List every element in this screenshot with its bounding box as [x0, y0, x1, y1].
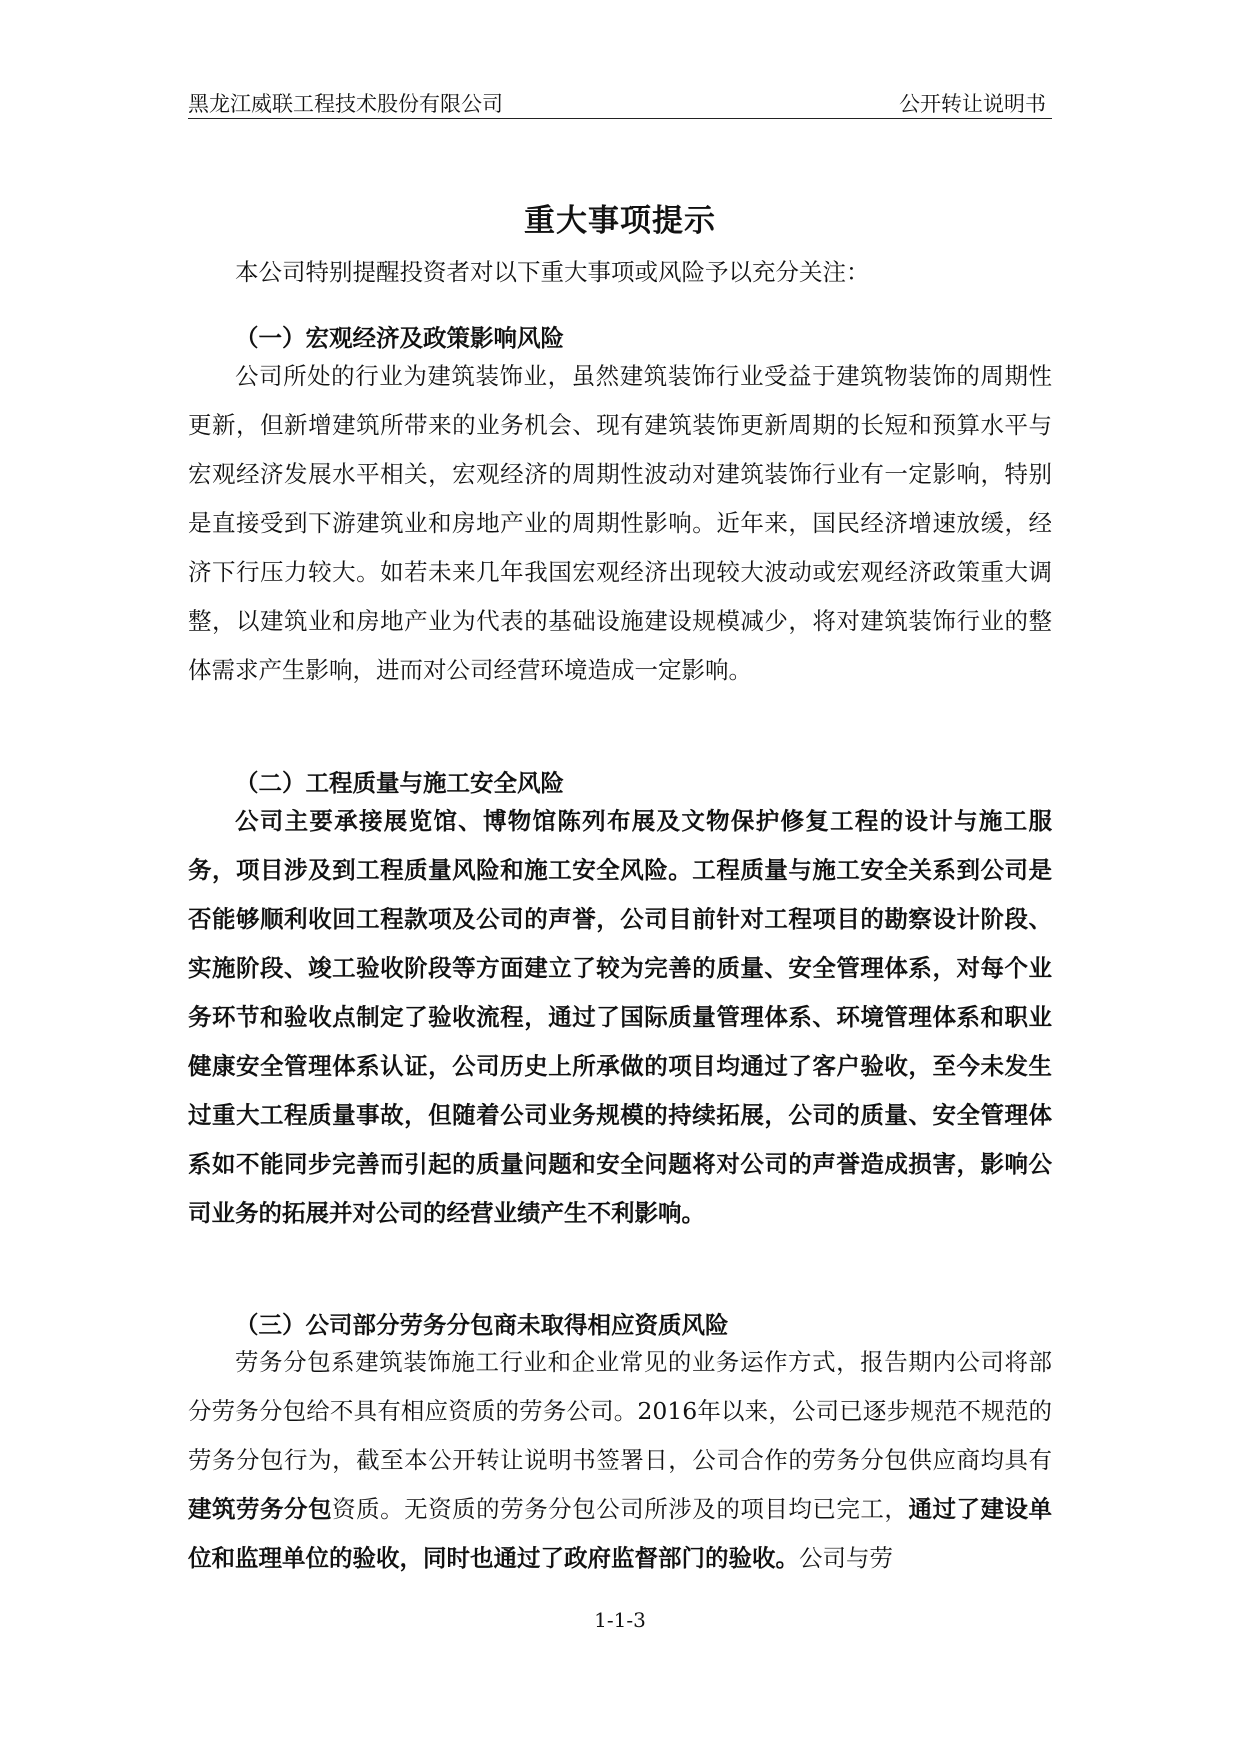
section-3-paragraph: [188, 1338, 1052, 1583]
section-3-text-part-1: 劳务分包系建筑装饰施工行业和企业常见的业务运作方式，报告期内公司将部分劳务分包给不具有相应资质的劳务公司。2016年以来，公司已逐步规范不规范的劳务分包行为，截至本公开转让说明书签署日，公司合作的劳务分包供应商均具有: [188, 1348, 1052, 1474]
section-3-heading: （三）公司部分劳务分包商未取得相应资质风险: [235, 1311, 729, 1339]
section-3-text-part-2: 资质。无资质的劳务分包公司所涉及的项目均已完工，: [332, 1495, 909, 1523]
intro-paragraph: 本公司特别提醒投资者对以下重大事项或风险予以充分关注：: [235, 258, 870, 286]
page-title: 重大事项提示: [524, 203, 716, 239]
section-1-heading: （一）宏观经济及政策影响风险: [235, 324, 564, 352]
page-number: 1-1-3: [594, 1608, 646, 1632]
section-1-paragraph: 公司所处的行业为建筑装饰业，虽然建筑装饰行业受益于建筑物装饰的周期性更新，但新增建筑所带来的业务机会、现有建筑装饰更新周期的长短和预算水平与宏观经济发展水平相关，宏观经济的周期性波动对建筑装饰行业有一定影响，特别是直接受到下游建筑业和房地产业的周期性影响。近年来，国民经济增速放缓，经济下行压力较大。如若未来几年我国宏观经济出现较大波动或宏观经济政策重大调整，以建筑业和房地产业为代表的基础设施建设规模减少，将对建筑装饰行业的整体需求产生影响，进而对公司经营环境造成一定影响。: [188, 362, 1052, 684]
section-3-text-part-3: 公司与劳: [799, 1544, 893, 1572]
section-2-heading: （二）工程质量与施工安全风险: [235, 769, 564, 797]
page-header: [188, 82, 1052, 119]
section-3-bold-qualification: 建筑劳务分包: [188, 1495, 333, 1523]
header-document-type: 公开转让说明书: [899, 92, 1046, 116]
section-2-paragraph: 公司主要承接展览馆、博物馆陈列布展及文物保护修复工程的设计与施工服务，项目涉及到工程质量风险和施工安全风险。工程质量与施工安全关系到公司是否能够顺利收回工程款项及公司的声誉，公司目前针对工程项目的勘察设计阶段、实施阶段、竣工验收阶段等方面建立了较为完善的质量、安全管理体系，对每个业务环节和验收点制定了验收流程，通过了国际质量管理体系、环境管理体系和职业健康安全管理体系认证，公司历史上所承做的项目均通过了客户验收，至今未发生过重大工程质量事故，但随着公司业务规模的持续拓展，公司的质量、安全管理体系如不能同步完善而引起的质量问题和安全问题将对公司的声誉造成损害，影响公司业务的拓展并对公司的经营业绩产生不利影响。: [188, 807, 1052, 1227]
header-company-name: 黑龙江威联工程技术股份有限公司: [188, 92, 503, 116]
section-3-bold-acceptance: 通过了建设单位和监理单位的验收，同时也通过了政府监督部门的验收。: [188, 1495, 1053, 1572]
